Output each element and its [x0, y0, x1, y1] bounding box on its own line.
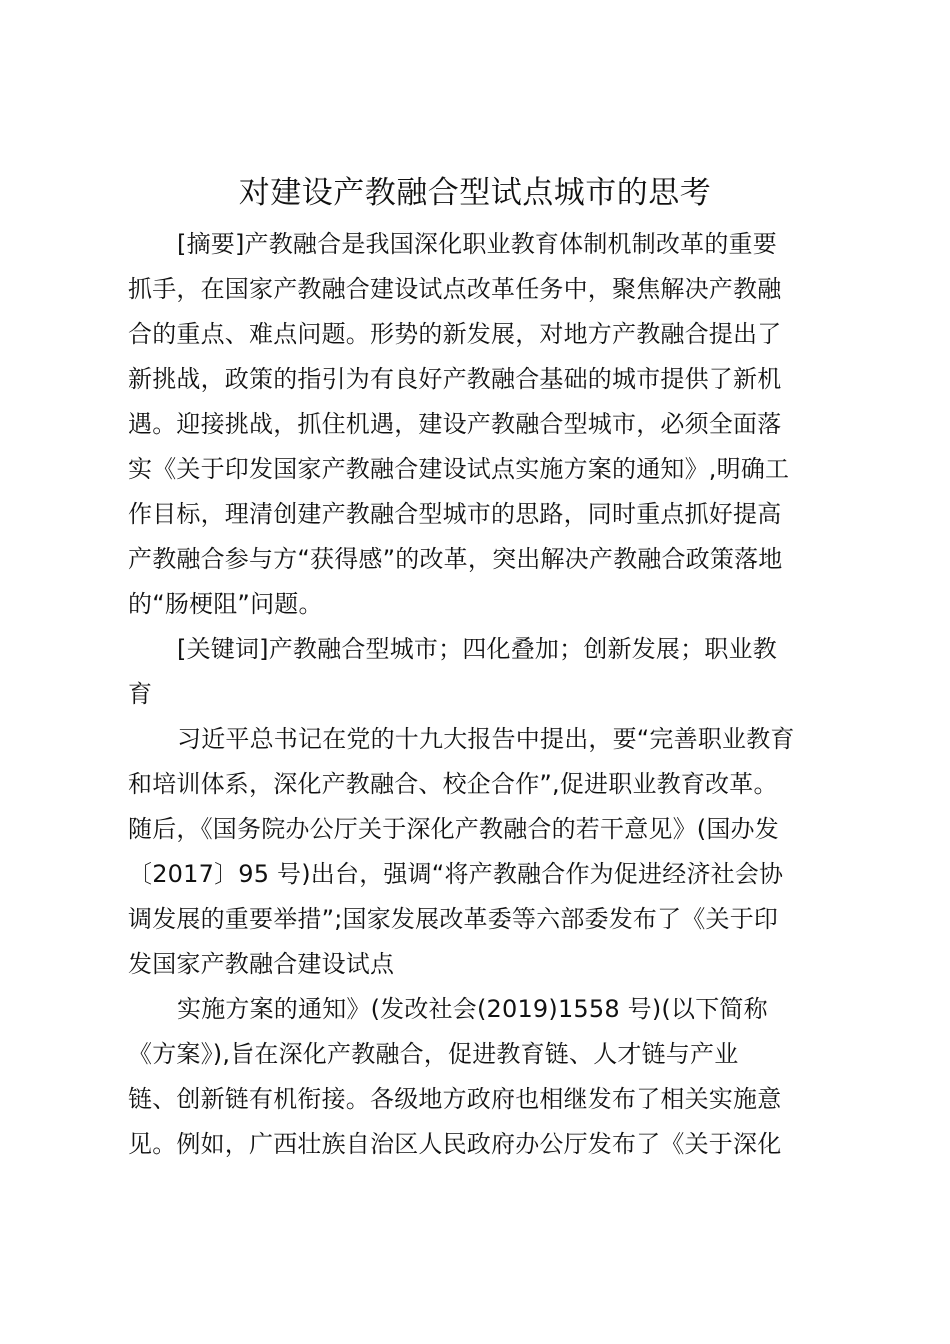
body-line-8: 《方案》),旨在深化产教融合，促进教育链、人才链与产业 — [128, 1040, 739, 1068]
body-line-6: 发国家产教融合建设试点 — [128, 950, 395, 978]
abstract-line-9: 的“肠梗阻”问题。 — [128, 590, 323, 618]
abstract-line-2: 抓手，在国家产教融合建设试点改革任务中，聚焦解决产教融 — [128, 275, 782, 303]
body-line-4: 〔2017〕95 号)出台，强调“将产教融合作为促进经济社会协 — [128, 860, 784, 888]
abstract-line-1: [摘要]产教融合是我国深化职业教育体制机制改革的重要 — [177, 230, 777, 258]
body-line-2: 和培训体系，深化产教融合、校企合作”,促进职业教育改革。 — [128, 770, 778, 798]
abstract-line-4: 新挑战，政策的指引为有良好产教融合基础的城市提供了新机 — [128, 365, 782, 393]
body-line-1: 习近平总书记在党的十九大报告中提出，要“完善职业教育 — [177, 725, 795, 753]
abstract-line-6: 实《关于印发国家产教融合建设试点实施方案的通知》,明确工 — [128, 455, 790, 483]
body-line-5: 调发展的重要举措”;国家发展改革委等六部委发布了《关于印 — [128, 905, 779, 933]
body-line-7: 实施方案的通知》(发改社会(2019)1558 号)(以下简称 — [177, 995, 768, 1023]
abstract-line-5: 遇。迎接挑战，抓住机遇，建设产教融合型城市，必须全面落 — [128, 410, 782, 438]
keywords-line-2: 育 — [128, 680, 153, 708]
abstract-line-7: 作目标，理清创建产教融合型城市的思路，同时重点抓好提高 — [128, 500, 782, 528]
abstract-line-8: 产教融合参与方“获得感”的改革，突出解决产教融合政策落地 — [128, 545, 783, 573]
body-line-9: 链、创新链有机衔接。各级地方政府也相继发布了相关实施意 — [128, 1085, 782, 1113]
body-line-3: 随后，《国务院办公厅关于深化产教融合的若干意见》(国办发 — [128, 815, 779, 843]
abstract-line-3: 合的重点、难点问题。形势的新发展，对地方产教融合提出了 — [128, 320, 782, 348]
body-line-10: 见。例如，广西壮族自治区人民政府办公厅发布了《关于深化 — [128, 1130, 782, 1158]
document-title: 对建设产教融合型试点城市的思考 — [238, 175, 712, 211]
keywords-line-1: [关键词]产教融合型城市；四化叠加；创新发展；职业教 — [177, 635, 777, 663]
